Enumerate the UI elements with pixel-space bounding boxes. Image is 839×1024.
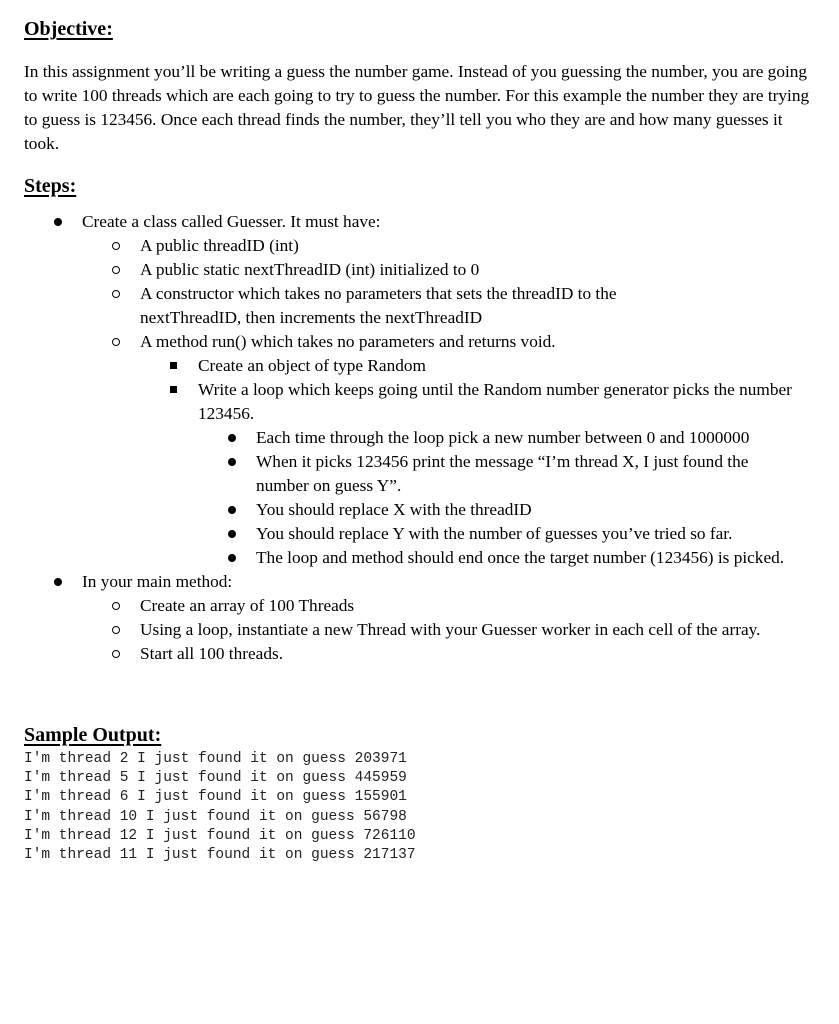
list-item <box>24 642 814 666</box>
loop-steps <box>24 426 814 570</box>
list-item <box>24 498 814 522</box>
list-item <box>24 330 814 570</box>
list-item <box>24 546 814 570</box>
list-item-text: A constructor which takes no parameters that sets the threadID to the nextThreadID, then increments the nextThreadID <box>140 284 617 327</box>
step-guesser-class <box>24 210 814 570</box>
list-item <box>24 282 814 330</box>
list-item <box>24 594 814 618</box>
list-item <box>24 234 814 258</box>
list-item-text: Start all 100 threads. <box>140 644 284 663</box>
list-item-text: You should replace X with the threadID <box>256 500 532 519</box>
list-item <box>24 450 814 498</box>
sample-output-line: I'm thread 12 I just found it on guess 726110 <box>24 827 416 844</box>
list-item-text: A public static nextThreadID (int) initialized to 0 <box>140 260 480 279</box>
step-main-text: In your main method: <box>82 572 233 591</box>
step-main-method <box>24 570 814 666</box>
list-item <box>24 522 814 546</box>
sample-output-line: I'm thread 10 I just found it on guess 56798 <box>24 808 407 825</box>
list-item-text: A method run() which takes no parameters and returns void. <box>140 332 556 351</box>
main-method-steps <box>24 594 814 666</box>
sample-output-line: I'm thread 11 I just found it on guess 217137 <box>24 847 416 864</box>
list-item <box>24 618 814 642</box>
list-item-text: When it picks 123456 print the message “I’m thread X, I just found the number on guess Y”. <box>256 452 749 495</box>
list-item <box>24 354 814 378</box>
sample-output-line: I'm thread 2 I just found it on guess 203971 <box>24 751 407 767</box>
list-item-text: Write a loop which keeps going until the Random number generator picks the number 123456. <box>198 380 792 423</box>
guesser-requirements <box>24 234 814 570</box>
list-item-text: Create an array of 100 Threads <box>140 596 355 615</box>
run-method-steps <box>24 354 814 570</box>
step-guesser-text: Create a class called Guesser. It must have: <box>82 212 381 231</box>
list-item-text: Using a loop, instantiate a new Thread with your Guesser worker in each cell of the array. <box>140 620 761 639</box>
steps-heading: Steps: <box>24 175 77 197</box>
list-item <box>24 258 814 282</box>
list-item-text: Create an object of type Random <box>198 356 426 375</box>
assignment-document <box>24 14 814 865</box>
sample-output-heading: Sample Output: <box>24 724 162 746</box>
steps-list <box>24 210 814 666</box>
sample-output-line: I'm thread 5 I just found it on guess 445959 <box>24 770 407 787</box>
list-item <box>24 426 814 450</box>
list-item-text: You should replace Y with the number of guesses you’ve tried so far. <box>256 524 733 543</box>
list-item-text: The loop and method should end once the target number (123456) is picked. <box>256 548 785 567</box>
sample-output-line: I'm thread 6 I just found it on guess 155901 <box>24 789 407 806</box>
list-item-text: A public threadID (int) <box>140 236 299 255</box>
objective-heading: Objective: <box>24 18 113 40</box>
list-item <box>24 378 814 570</box>
objective-paragraph: In this assignment you’ll be writing a guess the number game. Instead of you guessing the number, you are going to write 100 threads which are each going to try to guess the number. For this example the number they are trying to guess is 123456. Once each thread finds the number, they’ll tell you who they are and how many guesses it took. <box>24 62 810 153</box>
list-item-text: Each time through the loop pick a new number between 0 and 1000000 <box>256 428 750 447</box>
sample-output-block <box>24 750 814 865</box>
